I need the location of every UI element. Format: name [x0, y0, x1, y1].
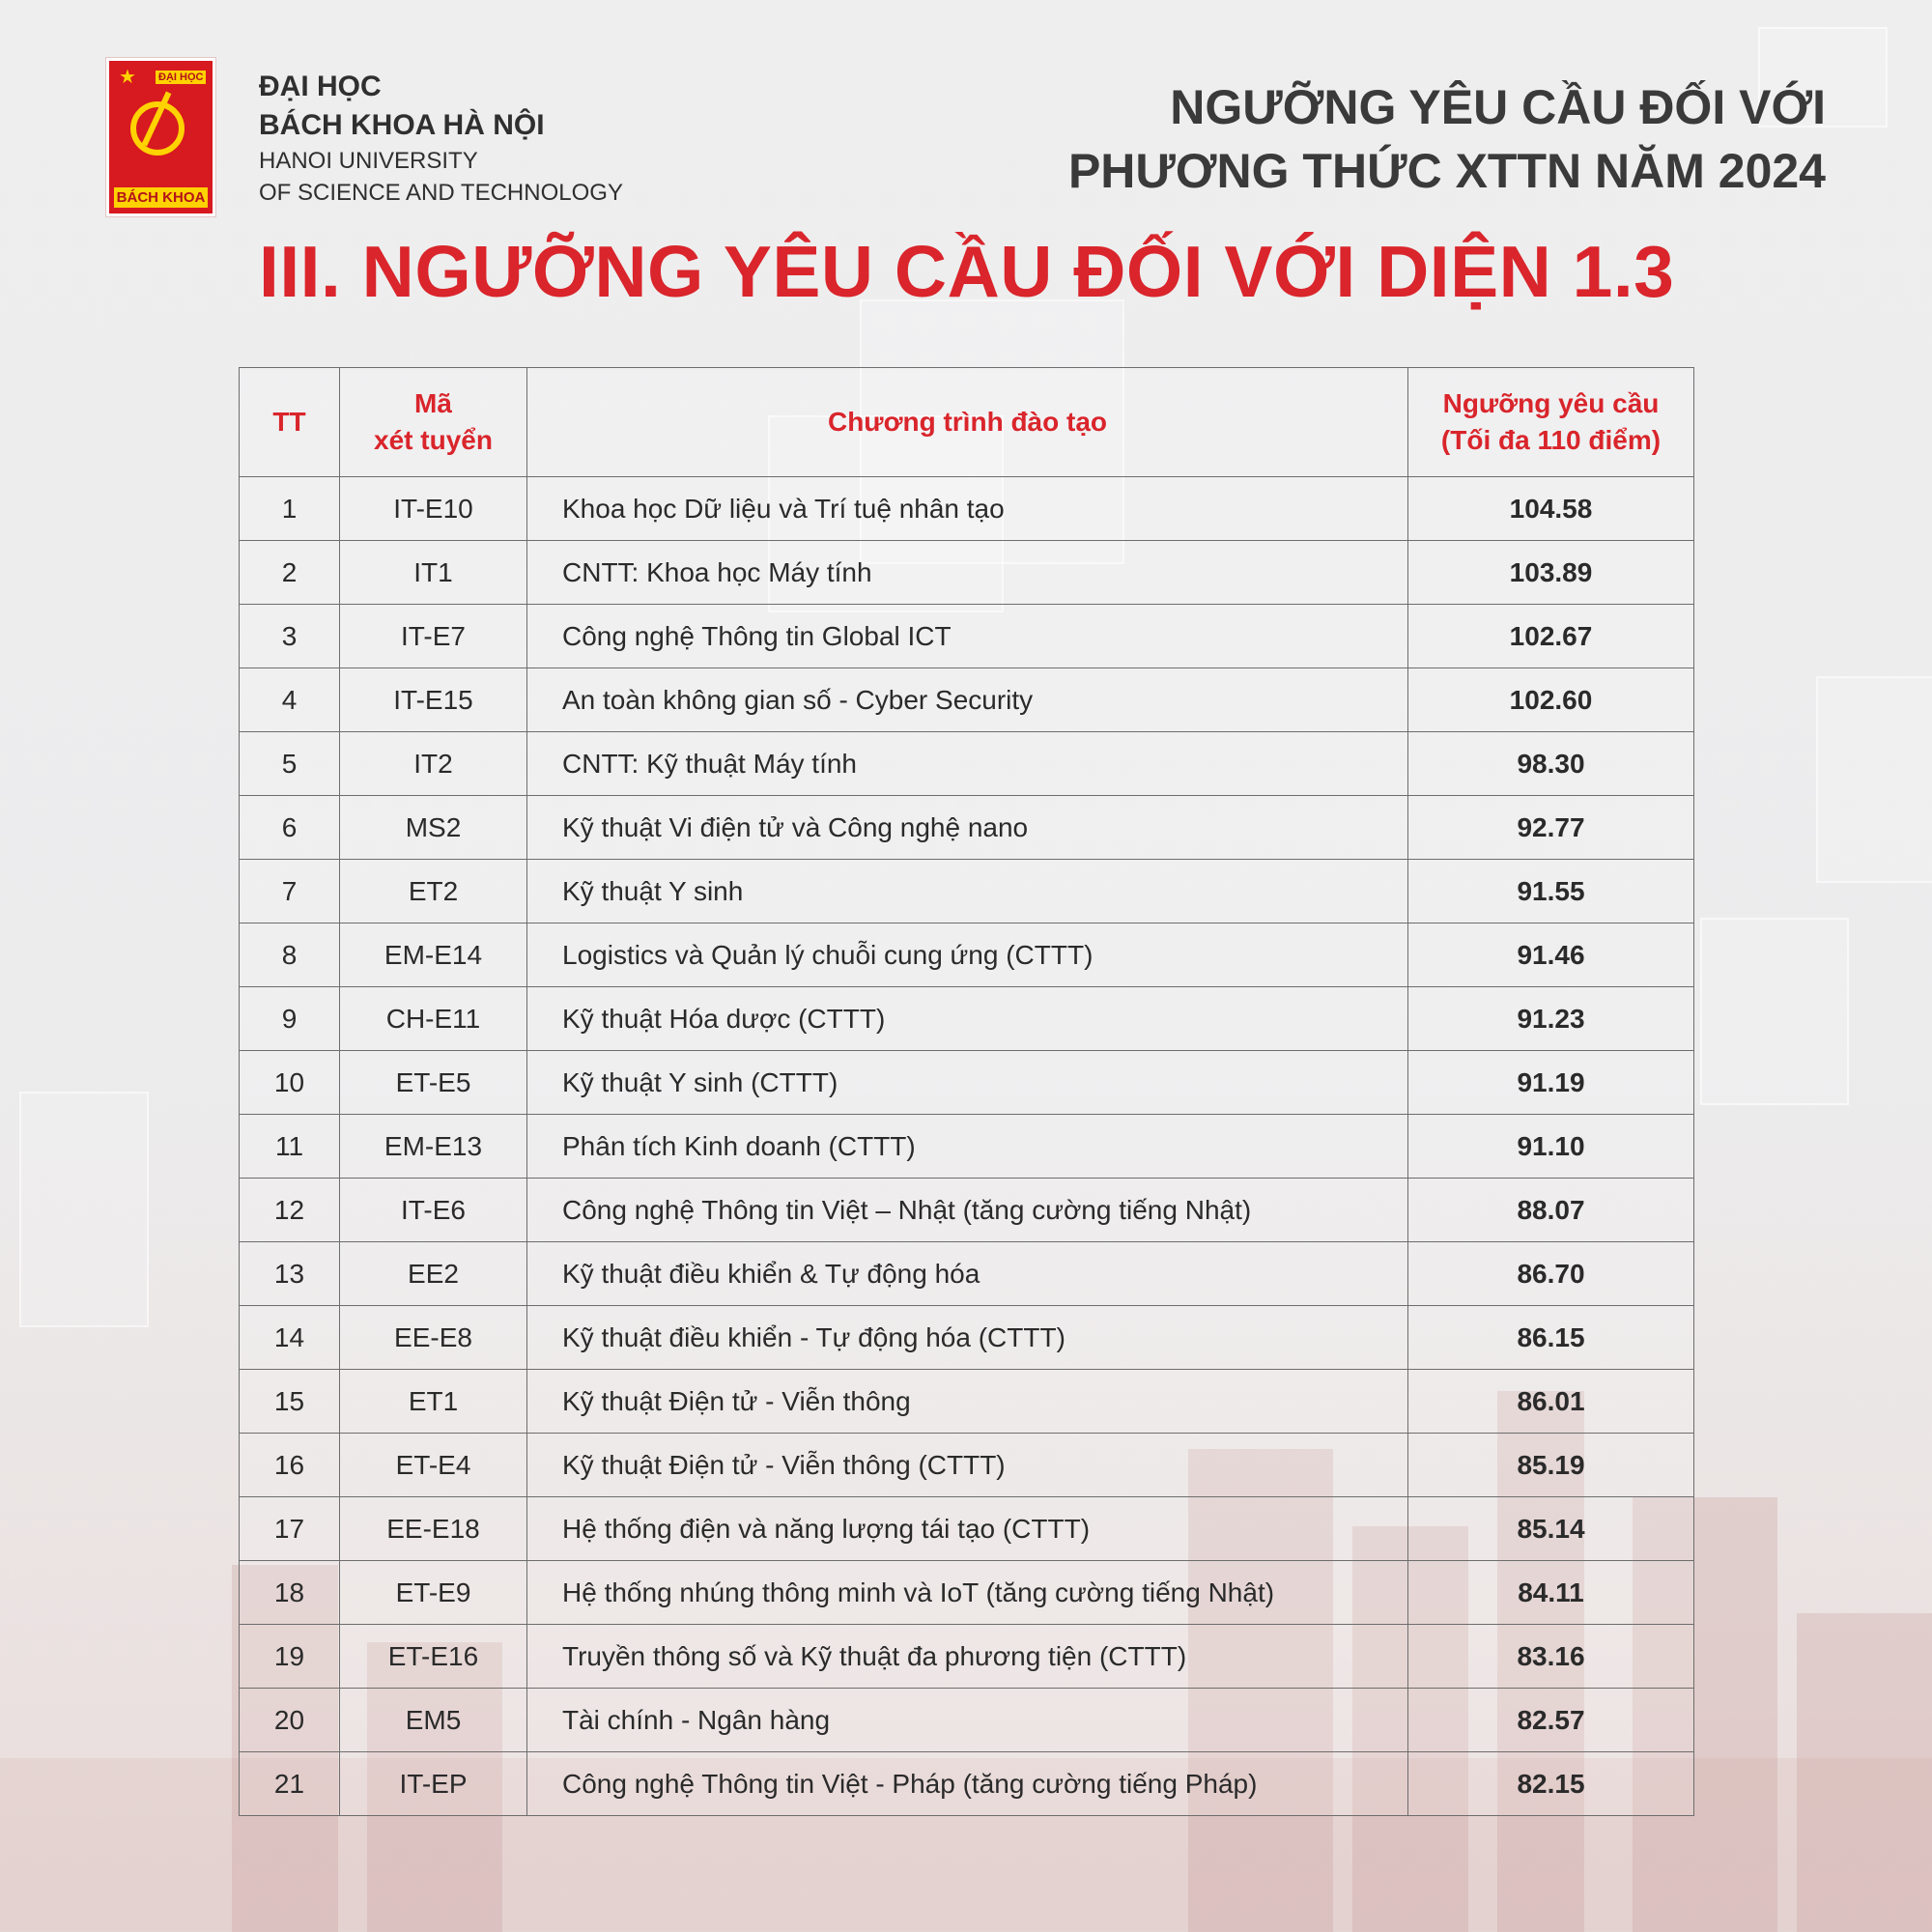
- table-row: [240, 668, 1694, 732]
- row-code-cell: IT-EP: [340, 1752, 527, 1816]
- university-name: [259, 68, 623, 209]
- table-row: [240, 1689, 1694, 1752]
- row-score-cell: 91.19: [1408, 1051, 1694, 1115]
- university-name-vn-line1: ĐẠI HỌC: [259, 71, 382, 102]
- table-row: [240, 1434, 1694, 1497]
- row-score-cell: 85.19: [1408, 1434, 1694, 1497]
- row-tt-cell: 15: [240, 1370, 340, 1434]
- row-code-cell: EM-E13: [340, 1115, 527, 1179]
- row-program-cell: Kỹ thuật Y sinh (CTTT): [527, 1051, 1408, 1115]
- row-score-cell: 91.10: [1408, 1115, 1694, 1179]
- row-program-cell: Kỹ thuật Hóa dược (CTTT): [527, 987, 1408, 1051]
- row-tt-cell: 20: [240, 1689, 340, 1752]
- row-code-cell: IT-E7: [340, 605, 527, 668]
- table-row: [240, 987, 1694, 1051]
- row-program-cell: Logistics và Quản lý chuỗi cung ứng (CTTT): [527, 923, 1408, 987]
- row-score-cell: 102.60: [1408, 668, 1694, 732]
- row-tt-cell: 10: [240, 1051, 340, 1115]
- row-tt-cell: 17: [240, 1497, 340, 1561]
- bg-building: [1797, 1613, 1932, 1932]
- header-threshold-line2: (Tối đa 110 điểm): [1440, 425, 1662, 455]
- row-code-cell: EE-E8: [340, 1306, 527, 1370]
- row-program-cell: CNTT: Khoa học Máy tính: [527, 541, 1408, 605]
- table-row: [240, 1625, 1694, 1689]
- row-tt-cell: 1: [240, 477, 340, 541]
- row-score-cell: 86.01: [1408, 1370, 1694, 1434]
- row-program-cell: Hệ thống nhúng thông minh và IoT (tăng cường tiếng Nhật): [527, 1561, 1408, 1625]
- row-program-cell: Kỹ thuật Điện tử - Viễn thông: [527, 1370, 1408, 1434]
- table-row: [240, 1497, 1694, 1561]
- header-tt: TT: [240, 368, 340, 477]
- header-program: Chương trình đào tạo: [527, 368, 1408, 477]
- row-code-cell: ET-E4: [340, 1434, 527, 1497]
- row-tt-cell: 4: [240, 668, 340, 732]
- row-code-cell: ET-E5: [340, 1051, 527, 1115]
- table-row: [240, 605, 1694, 668]
- row-tt-cell: 16: [240, 1434, 340, 1497]
- headline-line2: PHƯƠNG THỨC XTTN NĂM 2024: [1067, 144, 1826, 198]
- star-icon: ★: [119, 65, 136, 88]
- row-score-cell: 82.57: [1408, 1689, 1694, 1752]
- row-program-cell: Hệ thống điện và năng lượng tái tạo (CTTT): [527, 1497, 1408, 1561]
- logo-bottom-label: BÁCH KHOA: [114, 187, 208, 208]
- table-row: [240, 541, 1694, 605]
- row-code-cell: ET-E9: [340, 1561, 527, 1625]
- bg-square: [1700, 918, 1849, 1105]
- row-score-cell: 102.67: [1408, 605, 1694, 668]
- row-program-cell: Kỹ thuật Vi điện tử và Công nghệ nano: [527, 796, 1408, 860]
- row-code-cell: CH-E11: [340, 987, 527, 1051]
- row-code-cell: ET-E16: [340, 1625, 527, 1689]
- row-program-cell: Kỹ thuật Y sinh: [527, 860, 1408, 923]
- table-row: [240, 1370, 1694, 1434]
- row-tt-cell: 14: [240, 1306, 340, 1370]
- row-score-cell: 91.46: [1408, 923, 1694, 987]
- row-score-cell: 82.15: [1408, 1752, 1694, 1816]
- header-threshold-line1: Ngưỡng yêu cầu: [1442, 388, 1660, 418]
- table-row: [240, 1051, 1694, 1115]
- headline: [1068, 75, 1826, 203]
- table-row: [240, 1306, 1694, 1370]
- row-program-cell: Công nghệ Thông tin Việt – Nhật (tăng cường tiếng Nhật): [527, 1179, 1408, 1242]
- row-score-cell: 91.55: [1408, 860, 1694, 923]
- table-row: [240, 860, 1694, 923]
- row-code-cell: IT-E15: [340, 668, 527, 732]
- university-logo: [106, 58, 215, 216]
- bg-square: [1816, 676, 1932, 883]
- row-tt-cell: 18: [240, 1561, 340, 1625]
- row-code-cell: ET1: [340, 1370, 527, 1434]
- row-tt-cell: 13: [240, 1242, 340, 1306]
- row-code-cell: EM-E14: [340, 923, 527, 987]
- logo-top-label: ĐẠI HỌC: [156, 71, 206, 84]
- row-code-cell: IT-E6: [340, 1179, 527, 1242]
- threshold-table: [239, 367, 1694, 1816]
- header-threshold: [1408, 368, 1694, 477]
- row-code-cell: IT1: [340, 541, 527, 605]
- row-tt-cell: 7: [240, 860, 340, 923]
- row-score-cell: 83.16: [1408, 1625, 1694, 1689]
- row-score-cell: 98.30: [1408, 732, 1694, 796]
- row-tt-cell: 5: [240, 732, 340, 796]
- row-score-cell: 86.15: [1408, 1306, 1694, 1370]
- row-tt-cell: 9: [240, 987, 340, 1051]
- row-program-cell: Công nghệ Thông tin Việt - Pháp (tăng cường tiếng Pháp): [527, 1752, 1408, 1816]
- row-program-cell: Tài chính - Ngân hàng: [527, 1689, 1408, 1752]
- table-row: [240, 1242, 1694, 1306]
- university-name-vn-line2: BÁCH KHOA HÀ NỘI: [259, 109, 545, 141]
- table-row: [240, 796, 1694, 860]
- gear-pen-emblem-icon: [130, 101, 185, 156]
- table-row: [240, 477, 1694, 541]
- row-score-cell: 86.70: [1408, 1242, 1694, 1306]
- table-row: [240, 1561, 1694, 1625]
- university-name-en-line2: OF SCIENCE AND TECHNOLOGY: [259, 180, 623, 206]
- row-program-cell: Truyền thông số và Kỹ thuật đa phương tiện (CTTT): [527, 1625, 1408, 1689]
- row-program-cell: An toàn không gian số - Cyber Security: [527, 668, 1408, 732]
- row-code-cell: MS2: [340, 796, 527, 860]
- row-score-cell: 85.14: [1408, 1497, 1694, 1561]
- row-tt-cell: 21: [240, 1752, 340, 1816]
- row-code-cell: ET2: [340, 860, 527, 923]
- table-row: [240, 1115, 1694, 1179]
- row-program-cell: Kỹ thuật điều khiển - Tự động hóa (CTTT): [527, 1306, 1408, 1370]
- header-code-line2: xét tuyển: [374, 425, 493, 455]
- university-name-en-line1: HANOI UNIVERSITY: [259, 148, 478, 174]
- row-score-cell: 103.89: [1408, 541, 1694, 605]
- row-program-cell: CNTT: Kỹ thuật Máy tính: [527, 732, 1408, 796]
- table-row: [240, 923, 1694, 987]
- row-tt-cell: 3: [240, 605, 340, 668]
- row-tt-cell: 19: [240, 1625, 340, 1689]
- row-program-cell: Công nghệ Thông tin Global ICT: [527, 605, 1408, 668]
- row-code-cell: EE-E18: [340, 1497, 527, 1561]
- row-tt-cell: 11: [240, 1115, 340, 1179]
- row-program-cell: Kỹ thuật Điện tử - Viễn thông (CTTT): [527, 1434, 1408, 1497]
- header-code-line1: Mã: [414, 388, 452, 418]
- row-score-cell: 88.07: [1408, 1179, 1694, 1242]
- row-score-cell: 84.11: [1408, 1561, 1694, 1625]
- section-title: III. NGƯỠNG YÊU CẦU ĐỐI VỚI DIỆN 1.3: [259, 231, 1675, 312]
- table-row: [240, 1752, 1694, 1816]
- row-tt-cell: 12: [240, 1179, 340, 1242]
- row-code-cell: IT-E10: [340, 477, 527, 541]
- row-code-cell: EE2: [340, 1242, 527, 1306]
- header-code: [340, 368, 527, 477]
- row-score-cell: 91.23: [1408, 987, 1694, 1051]
- table-header-row: [240, 368, 1694, 477]
- headline-line1: NGƯỠNG YÊU CẦU ĐỐI VỚI: [1170, 80, 1826, 134]
- row-tt-cell: 2: [240, 541, 340, 605]
- row-code-cell: EM5: [340, 1689, 527, 1752]
- row-program-cell: Kỹ thuật điều khiển & Tự động hóa: [527, 1242, 1408, 1306]
- table-row: [240, 1179, 1694, 1242]
- table-row: [240, 732, 1694, 796]
- row-score-cell: 92.77: [1408, 796, 1694, 860]
- row-tt-cell: 6: [240, 796, 340, 860]
- row-program-cell: Khoa học Dữ liệu và Trí tuệ nhân tạo: [527, 477, 1408, 541]
- bg-square: [19, 1092, 149, 1327]
- row-tt-cell: 8: [240, 923, 340, 987]
- row-program-cell: Phân tích Kinh doanh (CTTT): [527, 1115, 1408, 1179]
- row-code-cell: IT2: [340, 732, 527, 796]
- row-score-cell: 104.58: [1408, 477, 1694, 541]
